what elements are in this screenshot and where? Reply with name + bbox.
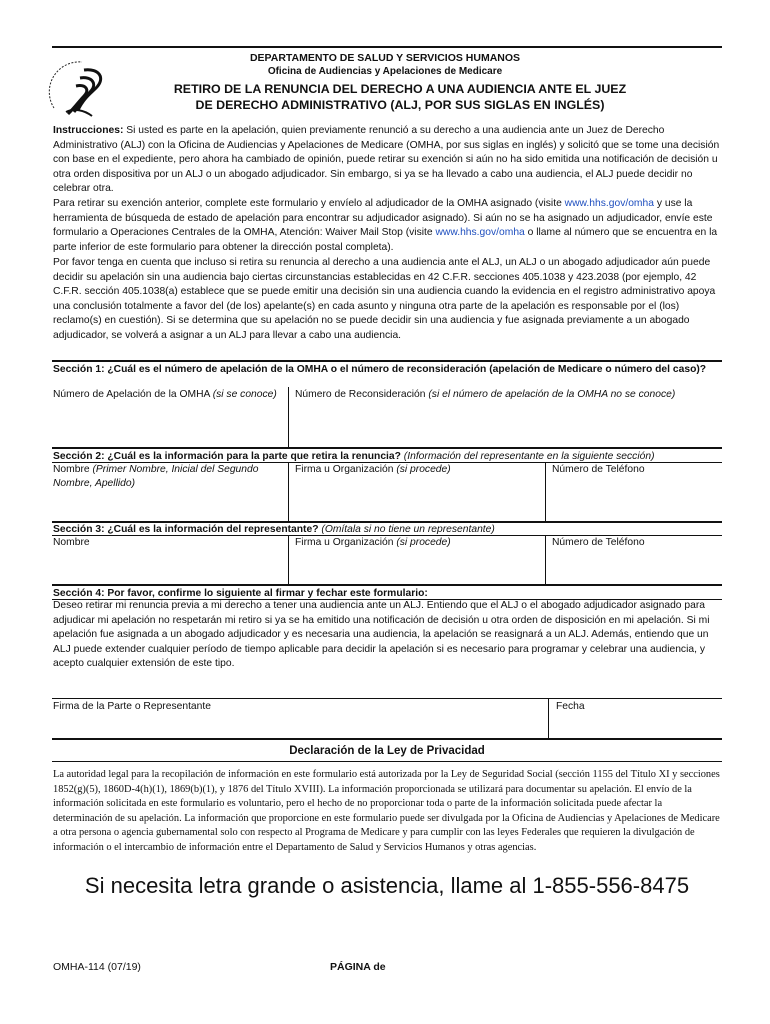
section4-body: Deseo retirar mi renuncia previa a mi derecho a tener una audiencia ante un ALJ. Entiendo que el ALJ o el abogado adjudicador asignado para adjudicar mi apelación no respetarán mi retiro si ya se ha emitido una notificación de decisión u otra orden de disposición en mi apelación. Si mi apelación fue asignada a un abogado adjudicador y es necesaria una audiencia, la apelación se reasignará a un ALJ. Además, entiendo que un ALJ puede extender cualquier período de tiempo aplicable para decidir la apelación si es necesario para programar y celebrar una audiencia, y acepto cualquier extensión de este tipo.: [53, 600, 710, 670]
reconsideration-number-field[interactable]: [295, 402, 720, 446]
section3-title: Sección 3: ¿Cuál es la información del representante? (Omítala si no tiene un representante): [53, 524, 495, 535]
instructions-paragraph-2: [53, 197, 723, 255]
section1-divider: [288, 387, 289, 447]
section2-title: Sección 2: ¿Cuál es la información para la parte que retira la renuncia? (Información del representante en la siguiente sección): [53, 451, 655, 462]
party-phone-label: Número de Teléfono: [552, 464, 645, 475]
instructions-text-1: Si usted es parte en la apelación, quien previamente renunció a su derecho a una audiencia ante un Juez de Derecho Administrativo (ALJ) con la Oficina de Audiencias y Apelaciones de Medicare (OMHA, por sus siglas en inglés) y solicitó que se tome una decisión con base en el expediente, pero ahora ha cambiado de opinión, puede retirar su exención si aún no ha sido emitida una notificación de decisión u otra orden dispositiva por un ALJ o un abogado adjudicador. Sin embargo, si ya se ha llevado a cabo una audiencia, el ALJ puede decidir no celebrar otra.: [53, 125, 720, 195]
reconsideration-number-label: Número de Reconsideración (si el número de apelación de la OMHA no se conoce): [295, 389, 676, 400]
section2-divider-2: [545, 462, 546, 522]
date-label: Fecha: [556, 701, 585, 712]
omha-appeal-number-field[interactable]: [53, 402, 288, 446]
instructions-text-2b: y use la herramienta de búsqueda de estado de apelación para encontrar su adjudicador asignado). Si aún no se ha asignado un adjudicador, envíe este formulario a Operaciones Centrales de la OMHA, Atención: Waiver Mail Stop (visite: [53, 198, 713, 239]
privacy-body-rule: [52, 761, 722, 762]
instructions-text-2c: o llame al número que se encuentra en la parte inferior de este formulario para obtener la dirección postal completa).: [53, 227, 718, 253]
party-firm-label: Firma u Organización (si procede): [295, 464, 451, 475]
form-title-line2: DE DERECHO ADMINISTRATIVO (ALJ, POR SUS SIGLAS EN INGLÉS): [195, 98, 605, 112]
signature-label: Firma de la Parte o Representante: [53, 701, 211, 712]
representative-name-label: Nombre: [53, 537, 90, 548]
instructions-paragraph-1: [53, 124, 723, 197]
section3-divider-2: [545, 535, 546, 585]
section2-divider-1: [288, 462, 289, 522]
department-name: DEPARTAMENTO DE SALUD Y SERVICIOS HUMANOS: [249, 52, 521, 64]
privacy-title: Declaración de la Ley de Privacidad: [289, 745, 485, 757]
section2-rule: [52, 447, 722, 449]
omha-appeal-number-label: Número de Apelación de la OMHA (si se conoce): [53, 389, 277, 400]
section1-rule: [52, 360, 722, 362]
section3-divider-1: [288, 535, 289, 585]
instructions-text-2a: Para retirar su exención anterior, complete este formulario y envíelo al adjudicador de la OMHA asignado (visite: [53, 198, 565, 209]
representative-phone-label: Número de Teléfono: [552, 537, 645, 548]
party-name-label: Nombre (Primer Nombre, Inicial del Segundo Nombre, Apellido): [53, 464, 259, 489]
hhs-eagle-seal-icon: [44, 48, 120, 124]
privacy-rule: [52, 738, 722, 740]
form-title: [110, 81, 690, 113]
assistance-phone-line: Si necesita letra grande o asistencia, llame al 1-855-556-8475: [84, 873, 690, 898]
representative-firm-label: Firma u Organización (si procede): [295, 537, 451, 548]
section1-title: Sección 1: ¿Cuál es el número de apelación de la OMHA o el número de reconsideración (apelación de Medicare o número del caso)?: [53, 364, 707, 375]
instructions-label: Instrucciones:: [53, 125, 124, 136]
omha-link-1[interactable]: www.hhs.gov/omha: [564, 198, 654, 209]
signature-rule: [52, 698, 722, 699]
privacy-body: La autoridad legal para la recopilación de información en este formulario está autorizada por la Ley de Seguridad Social (sección 1155 del Título XI y secciones 1852(g)(5), 1860D-4(h)(1), 1869(b)(1), y 1876 del Título XVIII). La información proporcionada se utilizará para documentar su apelación. El envío de la información solicitada en este formulario es voluntario, pero el hecho de no proporcionar toda o parte de la información solicitada puede afectar la determinación de su apelación. La información que proporcione en este formulario puede ser divulgada por la Oficina de Audiencias y Apelaciones de Medicare a otra persona o agencia gubernamental solo con respecto al Programa de Medicare y para cumplir con las leyes Federales que requieren la divulgación de información o el intercambio de información entre el Departamento de Salud y Servicios Humanos y otras agencias.: [53, 769, 720, 853]
section4-rule: [52, 584, 722, 586]
form-number: OMHA-114 (07/19): [53, 961, 141, 973]
instructions-paragraph-3: Por favor tenga en cuenta que incluso si retira su renuncia al derecho a una audiencia ante el ALJ, un ALJ o un abogado adjudicador aún puede decidir su apelación sin una audiencia bajo ciertas circunstancias establecidas en 42 C.F.R. secciones 405.1038 y 423.2038 (por ejemplo, 42 C.F.R. sección 405.1038(a) establece que se puede emitir una decisión sin una audiencia cuando la evidencia en el registro administrativo apoya una conclusión totalmente a favor del (de los) apelante(s) en cada asunto y ninguna otra parte de la apelación es responsable por el (los) reclamo(s) en cuestión). Si se determina que su apelación no se puede decidir sin una audiencia y fue asignada previamente a un abogado adjudicador, se volverá a asignar a un ALJ para llevar a cabo una audiencia.: [53, 257, 716, 341]
page-number: PÁGINA de: [330, 961, 386, 973]
omha-link-2[interactable]: www.hhs.gov/omha: [435, 227, 525, 239]
office-name: Oficina de Audiencias y Apelaciones de Medicare: [267, 66, 503, 77]
top-rule: [52, 46, 722, 48]
signature-divider: [548, 698, 549, 738]
form-title-line1: RETIRO DE LA RENUNCIA DEL DERECHO A UNA AUDIENCIA ANTE EL JUEZ: [173, 82, 627, 96]
section4-title: Sección 4: Por favor, confirme lo siguiente al firmar y fechar este formulario:: [53, 588, 428, 599]
